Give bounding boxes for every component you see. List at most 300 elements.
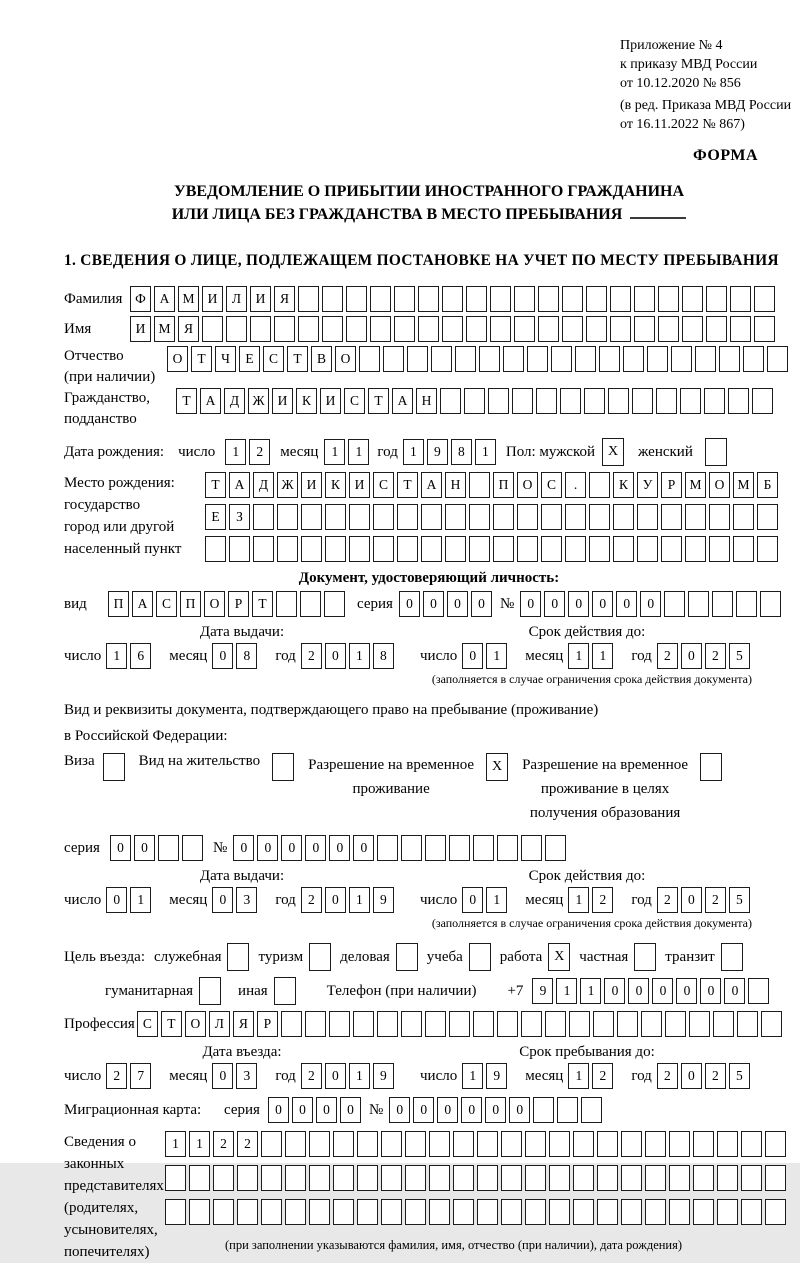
char-box[interactable] <box>501 1199 522 1225</box>
char-box[interactable] <box>741 1131 762 1157</box>
purpose-other-checkbox[interactable] <box>274 977 296 1005</box>
char-box[interactable] <box>445 536 466 562</box>
char-box[interactable] <box>464 388 485 414</box>
char-box[interactable] <box>712 591 733 617</box>
char-box[interactable] <box>741 1199 762 1225</box>
char-box[interactable]: 0 <box>305 835 326 861</box>
char-box[interactable] <box>277 504 298 530</box>
char-box[interactable]: 0 <box>485 1097 506 1123</box>
char-box[interactable] <box>621 1165 642 1191</box>
char-box[interactable] <box>717 1131 738 1157</box>
char-box[interactable] <box>497 835 518 861</box>
purpose-work-checkbox[interactable]: X <box>548 943 570 971</box>
char-box[interactable] <box>517 536 538 562</box>
char-box[interactable] <box>253 536 274 562</box>
char-box[interactable] <box>158 835 179 861</box>
char-box[interactable] <box>229 536 250 562</box>
char-box[interactable]: 0 <box>437 1097 458 1123</box>
char-box[interactable] <box>453 1199 474 1225</box>
char-box[interactable] <box>541 504 562 530</box>
char-box[interactable] <box>309 1165 330 1191</box>
char-box[interactable] <box>189 1199 210 1225</box>
char-box[interactable] <box>719 346 740 372</box>
char-box[interactable] <box>373 536 394 562</box>
char-box[interactable]: 2 <box>592 1063 613 1089</box>
char-box[interactable] <box>538 316 559 342</box>
char-box[interactable] <box>381 1131 402 1157</box>
char-box[interactable] <box>613 504 634 530</box>
char-box[interactable] <box>357 1199 378 1225</box>
char-box[interactable]: 0 <box>106 887 127 913</box>
char-box[interactable] <box>322 286 343 312</box>
char-box[interactable]: 0 <box>681 887 702 913</box>
char-box[interactable] <box>501 1131 522 1157</box>
char-box[interactable] <box>765 1165 786 1191</box>
char-box[interactable] <box>353 1011 374 1037</box>
char-box[interactable]: Т <box>368 388 389 414</box>
char-box[interactable]: 2 <box>301 1063 322 1089</box>
char-box[interactable]: У <box>637 472 658 498</box>
char-box[interactable]: Б <box>757 472 778 498</box>
char-box[interactable] <box>661 504 682 530</box>
char-box[interactable] <box>381 1165 402 1191</box>
char-box[interactable] <box>277 536 298 562</box>
char-box[interactable] <box>685 536 706 562</box>
char-box[interactable]: 0 <box>329 835 350 861</box>
char-box[interactable] <box>549 1131 570 1157</box>
char-box[interactable]: П <box>180 591 201 617</box>
char-box[interactable]: 2 <box>213 1131 234 1157</box>
char-box[interactable] <box>682 316 703 342</box>
char-box[interactable]: Е <box>239 346 260 372</box>
char-box[interactable]: 0 <box>353 835 374 861</box>
char-box[interactable]: 1 <box>349 1063 370 1089</box>
char-box[interactable] <box>357 1165 378 1191</box>
char-box[interactable]: 2 <box>705 1063 726 1089</box>
char-box[interactable] <box>562 286 583 312</box>
char-box[interactable] <box>490 286 511 312</box>
char-box[interactable] <box>597 1199 618 1225</box>
char-box[interactable]: 1 <box>556 978 577 1004</box>
char-box[interactable] <box>569 1011 590 1037</box>
temp-residence-education-checkbox[interactable] <box>700 753 722 781</box>
char-box[interactable] <box>525 1131 546 1157</box>
char-box[interactable]: С <box>263 346 284 372</box>
char-box[interactable] <box>562 316 583 342</box>
char-box[interactable] <box>418 286 439 312</box>
char-box[interactable]: 0 <box>640 591 661 617</box>
char-box[interactable]: 1 <box>462 1063 483 1089</box>
char-box[interactable] <box>394 286 415 312</box>
char-box[interactable] <box>473 1011 494 1037</box>
char-box[interactable]: А <box>229 472 250 498</box>
char-box[interactable]: М <box>733 472 754 498</box>
char-box[interactable] <box>551 346 572 372</box>
char-box[interactable] <box>405 1199 426 1225</box>
char-box[interactable] <box>706 316 727 342</box>
char-box[interactable]: 2 <box>705 643 726 669</box>
char-box[interactable] <box>525 1165 546 1191</box>
char-box[interactable] <box>757 504 778 530</box>
char-box[interactable]: 0 <box>700 978 721 1004</box>
char-box[interactable] <box>453 1131 474 1157</box>
char-box[interactable]: А <box>132 591 153 617</box>
char-box[interactable] <box>325 504 346 530</box>
char-box[interactable]: 1 <box>225 439 246 465</box>
purpose-official-checkbox[interactable] <box>227 943 249 971</box>
char-box[interactable] <box>493 536 514 562</box>
char-box[interactable] <box>298 316 319 342</box>
char-box[interactable]: 1 <box>324 439 345 465</box>
char-box[interactable]: О <box>185 1011 206 1037</box>
char-box[interactable]: Т <box>176 388 197 414</box>
char-box[interactable] <box>610 286 631 312</box>
char-box[interactable] <box>632 388 653 414</box>
char-box[interactable] <box>301 504 322 530</box>
char-box[interactable]: Т <box>161 1011 182 1037</box>
char-box[interactable]: 8 <box>373 643 394 669</box>
char-box[interactable] <box>261 1199 282 1225</box>
char-box[interactable] <box>695 346 716 372</box>
char-box[interactable]: С <box>156 591 177 617</box>
char-box[interactable] <box>730 286 751 312</box>
char-box[interactable]: 0 <box>268 1097 289 1123</box>
char-box[interactable]: 1 <box>349 643 370 669</box>
char-box[interactable] <box>250 316 271 342</box>
char-box[interactable]: Д <box>224 388 245 414</box>
char-box[interactable] <box>421 504 442 530</box>
char-box[interactable] <box>665 1011 686 1037</box>
char-box[interactable] <box>541 536 562 562</box>
char-box[interactable]: И <box>272 388 293 414</box>
char-box[interactable] <box>761 1011 782 1037</box>
char-box[interactable] <box>405 1131 426 1157</box>
char-box[interactable]: 0 <box>462 887 483 913</box>
char-box[interactable]: Д <box>253 472 274 498</box>
char-box[interactable] <box>285 1165 306 1191</box>
char-box[interactable]: М <box>154 316 175 342</box>
char-box[interactable]: 0 <box>134 835 155 861</box>
char-box[interactable]: И <box>301 472 322 498</box>
char-box[interactable] <box>449 1011 470 1037</box>
char-box[interactable] <box>536 388 557 414</box>
char-box[interactable]: Т <box>205 472 226 498</box>
char-box[interactable] <box>658 316 679 342</box>
char-box[interactable]: . <box>565 472 586 498</box>
char-box[interactable] <box>709 536 730 562</box>
char-box[interactable]: 6 <box>130 643 151 669</box>
char-box[interactable]: 1 <box>592 643 613 669</box>
char-box[interactable] <box>593 1011 614 1037</box>
char-box[interactable] <box>765 1199 786 1225</box>
char-box[interactable] <box>469 504 490 530</box>
char-box[interactable] <box>728 388 749 414</box>
char-box[interactable] <box>261 1131 282 1157</box>
char-box[interactable]: Р <box>228 591 249 617</box>
char-box[interactable] <box>765 1131 786 1157</box>
char-box[interactable]: О <box>167 346 188 372</box>
char-box[interactable] <box>584 388 605 414</box>
char-box[interactable]: 0 <box>212 1063 233 1089</box>
char-box[interactable]: 0 <box>724 978 745 1004</box>
char-box[interactable] <box>637 504 658 530</box>
char-box[interactable]: О <box>709 472 730 498</box>
char-box[interactable]: 2 <box>657 887 678 913</box>
char-box[interactable] <box>709 504 730 530</box>
char-box[interactable]: 0 <box>212 887 233 913</box>
char-box[interactable]: 5 <box>729 1063 750 1089</box>
char-box[interactable] <box>545 835 566 861</box>
char-box[interactable] <box>608 388 629 414</box>
char-box[interactable] <box>560 388 581 414</box>
char-box[interactable] <box>669 1131 690 1157</box>
char-box[interactable] <box>656 388 677 414</box>
char-box[interactable]: П <box>493 472 514 498</box>
char-box[interactable]: О <box>335 346 356 372</box>
char-box[interactable] <box>748 978 769 1004</box>
char-box[interactable] <box>658 286 679 312</box>
char-box[interactable] <box>573 1199 594 1225</box>
char-box[interactable] <box>737 1011 758 1037</box>
char-box[interactable] <box>429 1131 450 1157</box>
char-box[interactable] <box>736 591 757 617</box>
char-box[interactable] <box>645 1131 666 1157</box>
char-box[interactable] <box>309 1131 330 1157</box>
char-box[interactable] <box>165 1165 186 1191</box>
char-box[interactable] <box>693 1199 714 1225</box>
char-box[interactable]: 2 <box>249 439 270 465</box>
char-box[interactable] <box>525 1199 546 1225</box>
char-box[interactable]: И <box>202 286 223 312</box>
char-box[interactable] <box>449 835 470 861</box>
char-box[interactable] <box>704 388 725 414</box>
char-box[interactable] <box>333 1131 354 1157</box>
char-box[interactable] <box>641 1011 662 1037</box>
char-box[interactable] <box>429 1199 450 1225</box>
char-box[interactable] <box>693 1165 714 1191</box>
char-box[interactable]: 1 <box>475 439 496 465</box>
char-box[interactable] <box>381 1199 402 1225</box>
char-box[interactable]: 0 <box>628 978 649 1004</box>
char-box[interactable] <box>442 286 463 312</box>
char-box[interactable] <box>453 1165 474 1191</box>
char-box[interactable]: 5 <box>729 887 750 913</box>
char-box[interactable]: 5 <box>729 643 750 669</box>
char-box[interactable] <box>645 1199 666 1225</box>
char-box[interactable] <box>685 504 706 530</box>
char-box[interactable]: Ч <box>215 346 236 372</box>
char-box[interactable]: 1 <box>348 439 369 465</box>
char-box[interactable]: 0 <box>413 1097 434 1123</box>
char-box[interactable] <box>597 1131 618 1157</box>
residence-permit-checkbox[interactable] <box>272 753 294 781</box>
char-box[interactable] <box>397 504 418 530</box>
char-box[interactable]: 0 <box>423 591 444 617</box>
char-box[interactable]: 9 <box>427 439 448 465</box>
char-box[interactable]: 2 <box>106 1063 127 1089</box>
char-box[interactable]: А <box>154 286 175 312</box>
char-box[interactable]: 0 <box>681 1063 702 1089</box>
char-box[interactable] <box>333 1199 354 1225</box>
char-box[interactable]: 0 <box>520 591 541 617</box>
char-box[interactable]: 3 <box>236 1063 257 1089</box>
char-box[interactable] <box>669 1165 690 1191</box>
char-box[interactable] <box>285 1199 306 1225</box>
temp-residence-checkbox[interactable]: X <box>486 753 508 781</box>
char-box[interactable]: А <box>392 388 413 414</box>
char-box[interactable]: З <box>229 504 250 530</box>
char-box[interactable] <box>514 286 535 312</box>
char-box[interactable] <box>349 536 370 562</box>
char-box[interactable]: 0 <box>325 1063 346 1089</box>
char-box[interactable] <box>477 1199 498 1225</box>
char-box[interactable]: 0 <box>462 643 483 669</box>
char-box[interactable]: Л <box>209 1011 230 1037</box>
char-box[interactable] <box>597 1165 618 1191</box>
char-box[interactable]: 3 <box>236 887 257 913</box>
char-box[interactable] <box>333 1165 354 1191</box>
char-box[interactable] <box>669 1199 690 1225</box>
char-box[interactable] <box>429 1165 450 1191</box>
char-box[interactable]: Т <box>397 472 418 498</box>
char-box[interactable]: 9 <box>532 978 553 1004</box>
char-box[interactable] <box>565 504 586 530</box>
char-box[interactable] <box>274 316 295 342</box>
char-box[interactable] <box>377 835 398 861</box>
char-box[interactable]: Р <box>661 472 682 498</box>
char-box[interactable] <box>581 1097 602 1123</box>
char-box[interactable] <box>202 316 223 342</box>
char-box[interactable] <box>407 346 428 372</box>
char-box[interactable] <box>760 591 781 617</box>
char-box[interactable]: 0 <box>340 1097 361 1123</box>
char-box[interactable] <box>501 1165 522 1191</box>
char-box[interactable]: 2 <box>592 887 613 913</box>
char-box[interactable] <box>213 1165 234 1191</box>
char-box[interactable] <box>613 536 634 562</box>
char-box[interactable] <box>205 536 226 562</box>
char-box[interactable] <box>418 316 439 342</box>
char-box[interactable]: О <box>517 472 538 498</box>
char-box[interactable]: 1 <box>580 978 601 1004</box>
char-box[interactable]: 0 <box>471 591 492 617</box>
char-box[interactable]: 0 <box>212 643 233 669</box>
char-box[interactable] <box>589 472 610 498</box>
char-box[interactable]: 1 <box>106 643 127 669</box>
char-box[interactable]: 9 <box>486 1063 507 1089</box>
char-box[interactable] <box>346 286 367 312</box>
char-box[interactable]: 0 <box>447 591 468 617</box>
char-box[interactable]: 1 <box>486 887 507 913</box>
char-box[interactable] <box>397 536 418 562</box>
char-box[interactable] <box>754 286 775 312</box>
char-box[interactable]: 9 <box>373 1063 394 1089</box>
char-box[interactable]: Н <box>416 388 437 414</box>
char-box[interactable]: 1 <box>568 643 589 669</box>
char-box[interactable] <box>743 346 764 372</box>
char-box[interactable] <box>261 1165 282 1191</box>
char-box[interactable]: 2 <box>705 887 726 913</box>
char-box[interactable] <box>538 286 559 312</box>
char-box[interactable] <box>300 591 321 617</box>
char-box[interactable]: 2 <box>237 1131 258 1157</box>
char-box[interactable] <box>621 1199 642 1225</box>
char-box[interactable]: Ф <box>130 286 151 312</box>
char-box[interactable] <box>431 346 452 372</box>
char-box[interactable] <box>329 1011 350 1037</box>
char-box[interactable]: 0 <box>233 835 254 861</box>
char-box[interactable]: 0 <box>568 591 589 617</box>
char-box[interactable]: С <box>344 388 365 414</box>
char-box[interactable] <box>549 1199 570 1225</box>
char-box[interactable]: 7 <box>130 1063 151 1089</box>
char-box[interactable] <box>383 346 404 372</box>
char-box[interactable] <box>373 504 394 530</box>
char-box[interactable] <box>512 388 533 414</box>
char-box[interactable] <box>469 536 490 562</box>
char-box[interactable] <box>477 1165 498 1191</box>
char-box[interactable] <box>680 388 701 414</box>
char-box[interactable] <box>573 1165 594 1191</box>
char-box[interactable]: И <box>349 472 370 498</box>
char-box[interactable] <box>717 1165 738 1191</box>
char-box[interactable]: И <box>250 286 271 312</box>
char-box[interactable]: Ж <box>248 388 269 414</box>
char-box[interactable]: 2 <box>657 643 678 669</box>
char-box[interactable] <box>688 591 709 617</box>
char-box[interactable] <box>503 346 524 372</box>
char-box[interactable]: 0 <box>257 835 278 861</box>
char-box[interactable] <box>346 316 367 342</box>
purpose-study-checkbox[interactable] <box>469 943 491 971</box>
char-box[interactable]: 1 <box>130 887 151 913</box>
char-box[interactable] <box>671 346 692 372</box>
char-box[interactable]: 2 <box>657 1063 678 1089</box>
char-box[interactable]: 0 <box>325 887 346 913</box>
char-box[interactable] <box>521 1011 542 1037</box>
char-box[interactable] <box>682 286 703 312</box>
char-box[interactable] <box>717 1199 738 1225</box>
char-box[interactable]: А <box>200 388 221 414</box>
char-box[interactable] <box>298 286 319 312</box>
char-box[interactable]: Н <box>445 472 466 498</box>
char-box[interactable]: Л <box>226 286 247 312</box>
char-box[interactable] <box>322 316 343 342</box>
char-box[interactable]: 8 <box>236 643 257 669</box>
char-box[interactable]: 0 <box>281 835 302 861</box>
char-box[interactable] <box>706 286 727 312</box>
char-box[interactable] <box>757 536 778 562</box>
char-box[interactable] <box>599 346 620 372</box>
char-box[interactable]: Р <box>257 1011 278 1037</box>
char-box[interactable]: В <box>311 346 332 372</box>
char-box[interactable] <box>767 346 788 372</box>
char-box[interactable]: 0 <box>676 978 697 1004</box>
char-box[interactable] <box>661 536 682 562</box>
char-box[interactable] <box>466 286 487 312</box>
visa-checkbox[interactable] <box>103 753 125 781</box>
char-box[interactable] <box>741 1165 762 1191</box>
char-box[interactable] <box>305 1011 326 1037</box>
char-box[interactable]: 0 <box>292 1097 313 1123</box>
purpose-transit-checkbox[interactable] <box>721 943 743 971</box>
char-box[interactable] <box>165 1199 186 1225</box>
char-box[interactable]: 0 <box>681 643 702 669</box>
char-box[interactable] <box>473 835 494 861</box>
char-box[interactable]: К <box>613 472 634 498</box>
char-box[interactable] <box>237 1165 258 1191</box>
char-box[interactable]: 0 <box>461 1097 482 1123</box>
